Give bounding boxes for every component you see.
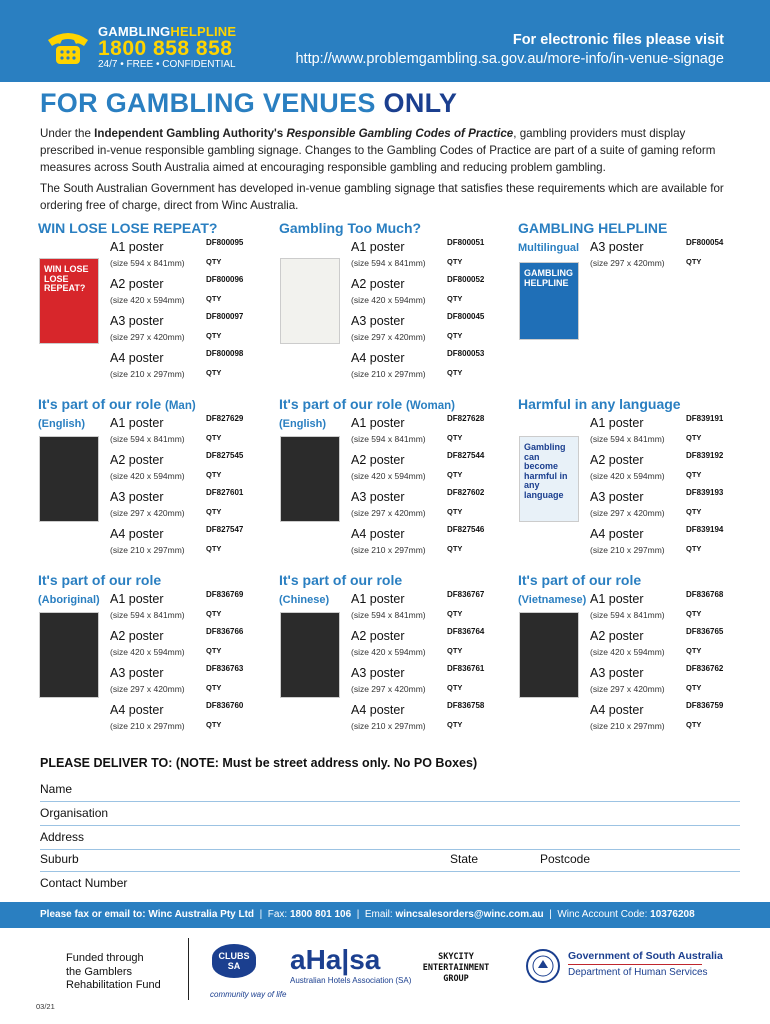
poster-text: Gambling can become harmful in any language bbox=[524, 442, 568, 500]
section-language-label: (Aboriginal) bbox=[38, 594, 100, 606]
product-code: DF839193 bbox=[686, 488, 724, 497]
order-row bbox=[351, 277, 541, 313]
order-row bbox=[590, 703, 770, 739]
product-code: DF836768 bbox=[686, 590, 724, 599]
aha-sa-logo: aHa|sa bbox=[290, 944, 381, 975]
poster-dimensions: (size 210 x 297mm) bbox=[110, 545, 185, 555]
section-heading: It's part of our role (Man) bbox=[38, 396, 196, 412]
product-code: DF839191 bbox=[686, 414, 724, 423]
poster-dimensions: (size 210 x 297mm) bbox=[110, 721, 185, 731]
poster-size-name: A2 poster bbox=[110, 277, 164, 291]
product-code: DF800097 bbox=[206, 312, 244, 321]
quantity-field[interactable]: QTY bbox=[686, 507, 702, 516]
poster-dimensions: (size 297 x 420mm) bbox=[590, 684, 665, 694]
poster-size-name: A1 poster bbox=[351, 416, 405, 430]
poster-thumbnail bbox=[39, 436, 99, 522]
product-code: DF800095 bbox=[206, 238, 244, 247]
quantity-field[interactable]: QTY bbox=[447, 368, 463, 377]
quantity-field[interactable]: QTY bbox=[686, 646, 702, 655]
gov-sa-rule bbox=[568, 964, 702, 965]
poster-dimensions: (size 420 x 594mm) bbox=[110, 295, 185, 305]
quantity-field[interactable]: QTY bbox=[447, 257, 463, 266]
visit-heading: For electronic files please visit bbox=[512, 32, 724, 48]
product-code: DF800054 bbox=[686, 238, 724, 247]
product-code: DF827629 bbox=[206, 414, 244, 423]
poster-size-name: A4 poster bbox=[110, 351, 164, 365]
contact-number-field[interactable] bbox=[40, 872, 740, 896]
clubs-sa-tagline: community way of life bbox=[210, 990, 287, 999]
quantity-field[interactable]: QTY bbox=[206, 720, 222, 729]
contact-number-label: Contact Number bbox=[40, 876, 128, 890]
order-row bbox=[590, 629, 770, 665]
product-code: DF836765 bbox=[686, 627, 724, 636]
funded-line-2: the Gamblers bbox=[66, 965, 133, 978]
contact-bar: Please fax or email to: Winc Australia Pty Ltd | Fax: 1800 801 106 | Email: wincsalesorders@winc.com.au | Winc Account Code: 10376208 bbox=[0, 902, 770, 928]
quantity-field[interactable]: QTY bbox=[447, 646, 463, 655]
poster-size-name: A3 poster bbox=[110, 314, 164, 328]
footer-divider bbox=[188, 938, 189, 1000]
product-code: DF827601 bbox=[206, 488, 244, 497]
poster-size-name: A1 poster bbox=[590, 416, 644, 430]
section-language-label: (Vietnamese) bbox=[518, 594, 587, 606]
poster-dimensions: (size 594 x 841mm) bbox=[351, 434, 426, 444]
quantity-field[interactable]: QTY bbox=[206, 368, 222, 377]
clubs-sa-logo: CLUBS SA bbox=[212, 944, 256, 978]
poster-dimensions: (size 420 x 594mm) bbox=[590, 647, 665, 657]
poster-size-name: A2 poster bbox=[110, 629, 164, 643]
product-code: DF836763 bbox=[206, 664, 244, 673]
poster-dimensions: (size 594 x 841mm) bbox=[110, 610, 185, 620]
suburb-label: Suburb bbox=[40, 852, 79, 866]
poster-dimensions: (size 210 x 297mm) bbox=[351, 545, 426, 555]
poster-text: GAMBLING HELPLINE bbox=[524, 268, 573, 288]
section-heading: It's part of our role (Woman) bbox=[279, 396, 455, 412]
order-row bbox=[110, 490, 300, 526]
quantity-field[interactable]: QTY bbox=[206, 609, 222, 618]
order-row bbox=[351, 240, 541, 276]
order-row bbox=[110, 314, 300, 350]
suburb-state-postcode-field[interactable] bbox=[40, 848, 740, 872]
poster-size-name: A1 poster bbox=[351, 592, 405, 606]
poster-dimensions: (size 594 x 841mm) bbox=[351, 610, 426, 620]
delivery-heading: PLEASE DELIVER TO: (NOTE: Must be street address only. No PO Boxes) bbox=[40, 756, 478, 770]
poster-size-name: A2 poster bbox=[351, 629, 405, 643]
order-row bbox=[351, 351, 541, 387]
address-field[interactable] bbox=[40, 826, 740, 850]
order-row bbox=[110, 240, 300, 276]
poster-size-name: A1 poster bbox=[110, 240, 164, 254]
quantity-field[interactable]: QTY bbox=[447, 331, 463, 340]
email-link[interactable]: wincsalesorders@winc.com.au bbox=[395, 909, 544, 920]
order-row bbox=[110, 453, 300, 489]
quantity-field[interactable]: QTY bbox=[206, 646, 222, 655]
government-seal-icon bbox=[525, 946, 561, 986]
order-row bbox=[590, 453, 770, 489]
poster-dimensions: (size 297 x 420mm) bbox=[110, 684, 185, 694]
poster-dimensions: (size 210 x 297mm) bbox=[110, 369, 185, 379]
product-code: DF800098 bbox=[206, 349, 244, 358]
account-label: Winc Account Code: bbox=[557, 909, 648, 920]
quantity-field[interactable]: QTY bbox=[686, 433, 702, 442]
poster-size-name: A4 poster bbox=[351, 351, 405, 365]
order-row bbox=[590, 592, 770, 628]
poster-dimensions: (size 594 x 841mm) bbox=[351, 258, 426, 268]
header-banner bbox=[0, 0, 770, 82]
order-row bbox=[110, 527, 300, 563]
order-row bbox=[351, 314, 541, 350]
poster-dimensions: (size 420 x 594mm) bbox=[351, 647, 426, 657]
quantity-field[interactable]: QTY bbox=[686, 720, 702, 729]
poster-size-name: A3 poster bbox=[590, 490, 644, 504]
fax-label: Fax: bbox=[267, 909, 288, 920]
product-code: DF827546 bbox=[447, 525, 485, 534]
poster-size-name: A4 poster bbox=[351, 527, 405, 541]
quantity-field[interactable]: QTY bbox=[447, 683, 463, 692]
name-field[interactable] bbox=[40, 778, 740, 802]
poster-size-name: A2 poster bbox=[351, 453, 405, 467]
order-row bbox=[351, 629, 541, 665]
section-heading: It's part of our role bbox=[518, 572, 642, 588]
email-label: Email: bbox=[364, 909, 393, 920]
gov-sa-name: Government of South Australia bbox=[568, 950, 723, 962]
quantity-field[interactable]: QTY bbox=[206, 433, 222, 442]
product-code: DF836764 bbox=[447, 627, 485, 636]
poster-dimensions: (size 594 x 841mm) bbox=[110, 434, 185, 444]
order-row bbox=[351, 592, 541, 628]
poster-size-name: A1 poster bbox=[110, 592, 164, 606]
postcode-label: Postcode bbox=[540, 852, 591, 866]
order-row bbox=[110, 277, 300, 313]
poster-dimensions: (size 210 x 297mm) bbox=[351, 721, 426, 731]
poster-dimensions: (size 210 x 297mm) bbox=[590, 721, 665, 731]
order-row bbox=[351, 490, 541, 526]
product-code: DF827628 bbox=[447, 414, 485, 423]
section-language-label: Multilingual bbox=[518, 242, 580, 254]
organisation-field[interactable] bbox=[40, 802, 740, 826]
product-code: DF827544 bbox=[447, 451, 485, 460]
section-heading: It's part of our role bbox=[38, 572, 162, 588]
poster-dimensions: (size 594 x 841mm) bbox=[590, 434, 665, 444]
product-code: DF836762 bbox=[686, 664, 724, 673]
poster-dimensions: (size 297 x 420mm) bbox=[110, 332, 185, 342]
order-row bbox=[110, 416, 300, 452]
poster-dimensions: (size 297 x 420mm) bbox=[110, 508, 185, 518]
quantity-field[interactable]: QTY bbox=[447, 294, 463, 303]
quantity-field[interactable]: QTY bbox=[206, 331, 222, 340]
quantity-field[interactable]: QTY bbox=[206, 544, 222, 553]
poster-thumbnail bbox=[39, 258, 99, 344]
poster-size-name: A2 poster bbox=[590, 453, 644, 467]
section-language-label: (Chinese) bbox=[279, 594, 330, 606]
quantity-field[interactable]: QTY bbox=[686, 544, 702, 553]
product-code: DF800096 bbox=[206, 275, 244, 284]
product-code: DF827547 bbox=[206, 525, 244, 534]
order-row bbox=[110, 592, 300, 628]
section-heading: WIN LOSE LOSE REPEAT? bbox=[38, 220, 218, 236]
funded-note bbox=[66, 952, 161, 993]
quantity-field[interactable]: QTY bbox=[686, 683, 702, 692]
poster-dimensions: (size 420 x 594mm) bbox=[351, 295, 426, 305]
order-row bbox=[110, 666, 300, 702]
poster-dimensions: (size 594 x 841mm) bbox=[110, 258, 185, 268]
poster-size-name: A4 poster bbox=[590, 703, 644, 717]
section-heading: Harmful in any language bbox=[518, 396, 681, 412]
poster-thumbnail bbox=[39, 612, 99, 698]
poster-dimensions: (size 210 x 297mm) bbox=[590, 545, 665, 555]
poster-size-name: A3 poster bbox=[351, 666, 405, 680]
poster-size-name: A4 poster bbox=[351, 703, 405, 717]
intro-paragraph-2: The South Australian Government has developed in-venue gambling signage that satisfies these requirements which are available for ordering free of charge, direct from Winc Australia. bbox=[40, 182, 724, 212]
quantity-field[interactable]: QTY bbox=[447, 544, 463, 553]
product-code: DF839192 bbox=[686, 451, 724, 460]
order-row bbox=[110, 703, 300, 739]
order-row bbox=[590, 240, 770, 276]
product-code: DF836767 bbox=[447, 590, 485, 599]
product-code: DF836760 bbox=[206, 701, 244, 710]
poster-dimensions: (size 420 x 594mm) bbox=[110, 647, 185, 657]
gov-sa-department: Department of Human Services bbox=[568, 967, 708, 978]
gambling-helpline-logo bbox=[44, 22, 244, 72]
poster-thumbnail bbox=[280, 436, 340, 522]
quantity-field[interactable]: QTY bbox=[447, 720, 463, 729]
poster-size-name: A1 poster bbox=[110, 416, 164, 430]
poster-dimensions: (size 297 x 420mm) bbox=[590, 258, 665, 268]
poster-thumbnail bbox=[519, 262, 579, 340]
poster-size-name: A3 poster bbox=[590, 240, 644, 254]
product-code: DF836758 bbox=[447, 701, 485, 710]
poster-dimensions: (size 594 x 841mm) bbox=[590, 610, 665, 620]
section-language-label: (English) bbox=[279, 418, 327, 430]
quantity-field[interactable]: QTY bbox=[206, 257, 222, 266]
poster-size-name: A4 poster bbox=[590, 527, 644, 541]
product-code: DF800052 bbox=[447, 275, 485, 284]
state-label: State bbox=[450, 852, 479, 866]
product-code: DF827545 bbox=[206, 451, 244, 460]
order-row bbox=[590, 416, 770, 452]
poster-size-name: A3 poster bbox=[110, 666, 164, 680]
aha-sa-subtitle: Australian Hotels Association (SA) bbox=[290, 976, 412, 985]
order-row bbox=[351, 703, 541, 739]
name-label: Name bbox=[40, 782, 73, 796]
product-code: DF836759 bbox=[686, 701, 724, 710]
poster-dimensions: (size 420 x 594mm) bbox=[351, 471, 426, 481]
logo-tagline: 24/7 • FREE • CONFIDENTIAL bbox=[98, 59, 236, 70]
phone-icon bbox=[44, 26, 92, 68]
quantity-field[interactable]: QTY bbox=[206, 470, 222, 479]
poster-thumbnail bbox=[519, 612, 579, 698]
product-code: DF836766 bbox=[206, 627, 244, 636]
contact-lead: Please fax or email to: Winc Australia Pty Ltd bbox=[40, 909, 255, 920]
logo-phone-number: 1800 858 858 bbox=[98, 37, 233, 60]
product-code: DF827602 bbox=[447, 488, 485, 497]
funded-line-3: Rehabilitation Fund bbox=[66, 979, 161, 991]
poster-thumbnail bbox=[280, 612, 340, 698]
poster-size-name: A3 poster bbox=[110, 490, 164, 504]
funded-line-1: Funded through bbox=[66, 952, 144, 964]
product-code: DF836761 bbox=[447, 664, 485, 673]
poster-size-name: A4 poster bbox=[110, 703, 164, 717]
product-code: DF800051 bbox=[447, 238, 485, 247]
quantity-field[interactable]: QTY bbox=[206, 294, 222, 303]
poster-size-name: A4 poster bbox=[110, 527, 164, 541]
quantity-field[interactable]: QTY bbox=[686, 609, 702, 618]
order-row bbox=[351, 453, 541, 489]
poster-dimensions: (size 420 x 594mm) bbox=[110, 471, 185, 481]
poster-thumbnail bbox=[280, 258, 340, 344]
logo-brand: GAMBLINGHELPLINE bbox=[98, 24, 237, 39]
order-row bbox=[110, 629, 300, 665]
poster-dimensions: (size 297 x 420mm) bbox=[351, 684, 426, 694]
order-row bbox=[110, 351, 300, 387]
order-row bbox=[590, 666, 770, 702]
poster-thumbnail bbox=[519, 436, 579, 522]
quantity-field[interactable]: QTY bbox=[447, 609, 463, 618]
product-code: DF800053 bbox=[447, 349, 485, 358]
poster-dimensions: (size 297 x 420mm) bbox=[351, 332, 426, 342]
section-language-label: (English) bbox=[38, 418, 86, 430]
poster-dimensions: (size 297 x 420mm) bbox=[590, 508, 665, 518]
account-code: 10376208 bbox=[650, 909, 695, 920]
poster-size-name: A3 poster bbox=[351, 490, 405, 504]
quantity-field[interactable]: QTY bbox=[447, 470, 463, 479]
quantity-field[interactable]: QTY bbox=[447, 433, 463, 442]
order-row bbox=[590, 527, 770, 563]
quantity-field[interactable]: QTY bbox=[686, 470, 702, 479]
document-code: 03/21 bbox=[36, 1002, 55, 1011]
intro-paragraph: Under the Independent Gambling Authority's Responsible Gambling Codes of Practice, gambling providers must display prescribed in-venue responsible gambling signage. Changes to the Gambling Codes of Practice are part of a suite of gaming reform measures across South Australia aimed at encouraging responsible gambling and reducing problem gambling. bbox=[40, 127, 716, 174]
order-row bbox=[590, 490, 770, 526]
order-row bbox=[351, 666, 541, 702]
product-code: DF839194 bbox=[686, 525, 724, 534]
quantity-field[interactable]: QTY bbox=[206, 507, 222, 516]
fax-number: 1800 801 106 bbox=[290, 909, 352, 920]
skycity-logo: SKYCITY ENTERTAINMENT GROUP bbox=[422, 952, 490, 984]
product-code: DF836769 bbox=[206, 590, 244, 599]
quantity-field[interactable]: QTY bbox=[686, 257, 702, 266]
section-heading: It's part of our role bbox=[279, 572, 403, 588]
visit-url-link[interactable]: http://www.problemgambling.sa.gov.au/more-info/in-venue-signage bbox=[295, 51, 724, 67]
poster-size-name: A1 poster bbox=[351, 240, 405, 254]
poster-dimensions: (size 210 x 297mm) bbox=[351, 369, 426, 379]
organisation-label: Organisation bbox=[40, 806, 109, 820]
page-title: FOR GAMBLING VENUES ONLY bbox=[40, 88, 458, 118]
address-label: Address bbox=[40, 830, 85, 844]
poster-size-name: A2 poster bbox=[110, 453, 164, 467]
poster-size-name: A3 poster bbox=[351, 314, 405, 328]
poster-size-name: A3 poster bbox=[590, 666, 644, 680]
order-row bbox=[351, 527, 541, 563]
poster-size-name: A2 poster bbox=[590, 629, 644, 643]
section-heading: GAMBLING HELPLINE bbox=[518, 220, 668, 236]
order-row bbox=[351, 416, 541, 452]
poster-dimensions: (size 420 x 594mm) bbox=[590, 471, 665, 481]
section-heading: Gambling Too Much? bbox=[279, 220, 422, 236]
poster-text: WIN LOSE LOSE REPEAT? bbox=[44, 264, 89, 293]
quantity-field[interactable]: QTY bbox=[206, 683, 222, 692]
quantity-field[interactable]: QTY bbox=[447, 507, 463, 516]
poster-size-name: A2 poster bbox=[351, 277, 405, 291]
poster-size-name: A1 poster bbox=[590, 592, 644, 606]
poster-dimensions: (size 297 x 420mm) bbox=[351, 508, 426, 518]
product-code: DF800045 bbox=[447, 312, 485, 321]
